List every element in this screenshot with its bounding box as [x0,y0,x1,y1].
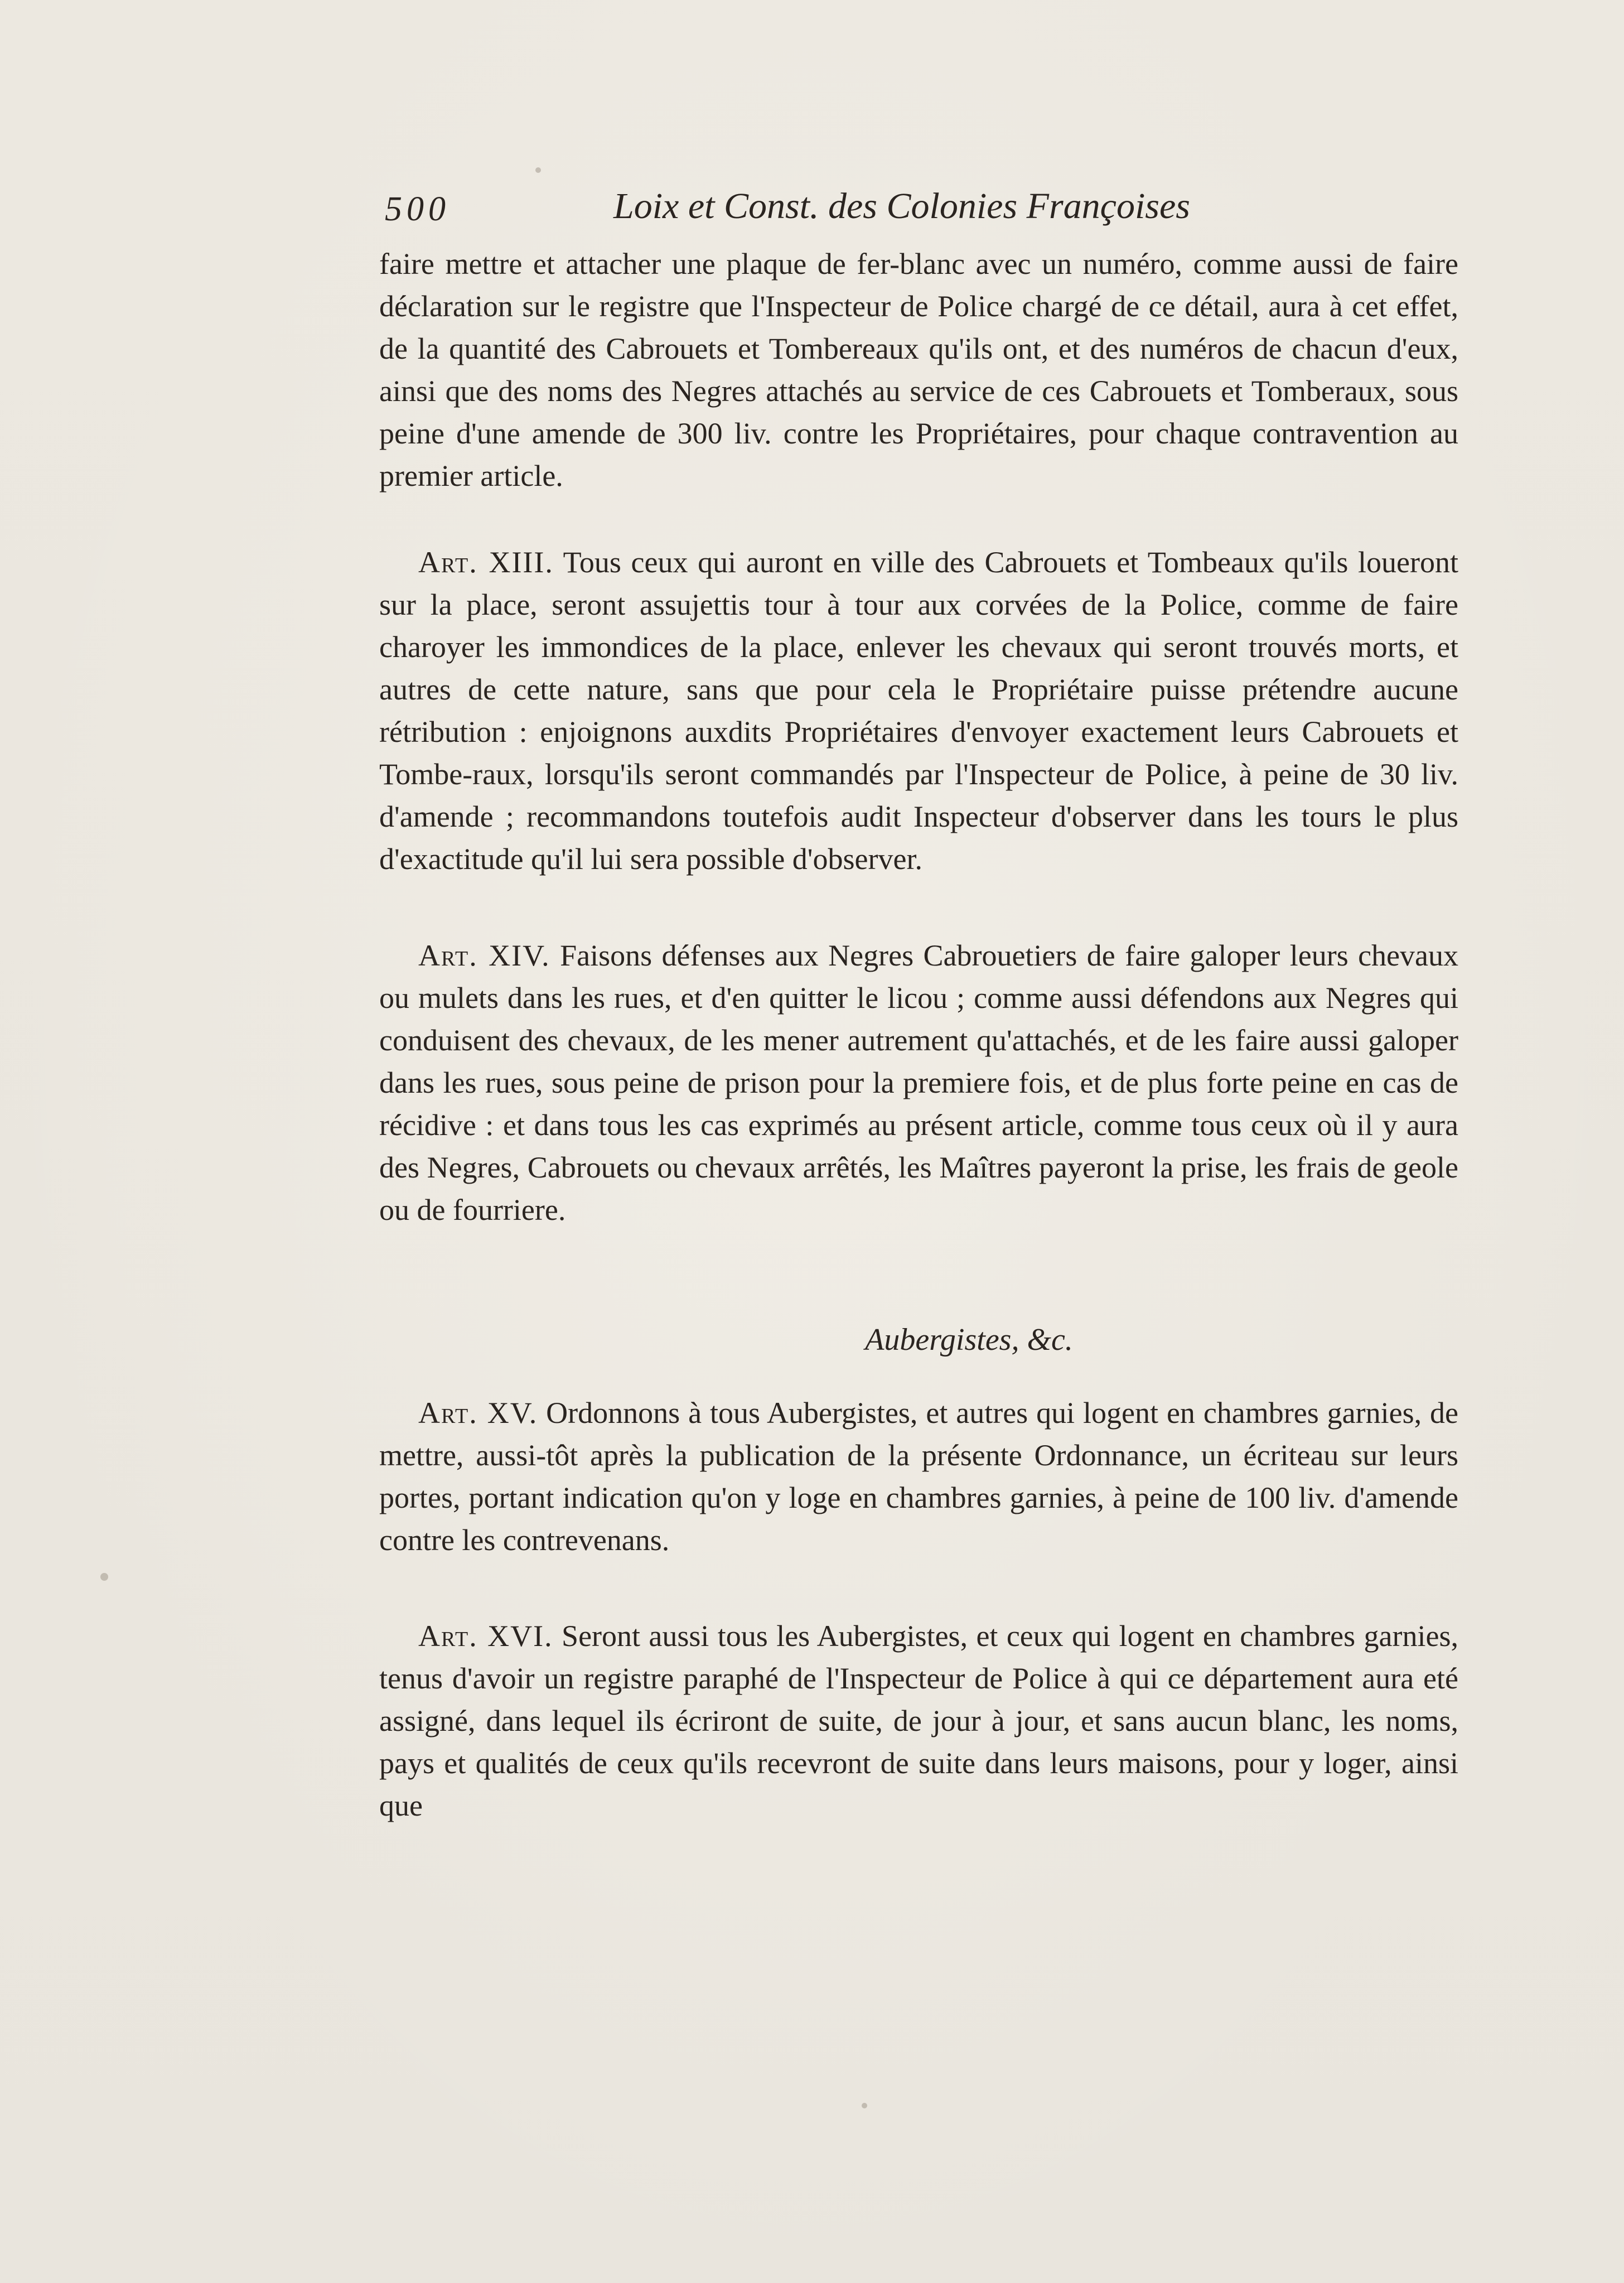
running-head [385,178,1244,240]
page-number: 500 [385,190,450,228]
article-paragraph [379,1615,1458,1827]
article-label: Art. XV. [418,1396,538,1430]
paragraph-text: faire mettre et attacher une plaque de fer-blanc avec un numéro, comme aussi de faire déclaration sur le registre que l'Inspecteur de Police chargé de ce détail, aura à cet effet, de la quantité des Cabrouets et Tombereaux qu'ils ont, et des numéros de chacun d'eux, ainsi que des noms des Negres attachés au service de ces Cabrouets et Tomberaux, sous peine d'une amende de 300 liv. contre les Propriétaires, pour chaque contravention au premier article. [379,247,1458,493]
article-text: Tous ceux qui auront en ville des Cabrouets et Tombeaux qu'ils loueront sur la place, seront assujettis tour à tour aux corvées de la Police, comme de faire charoyer les immondices de la place, enlever les chevaux qui seront trouvés morts, et autres de cette nature, sans que pour cela le Propriétaire puisse prétendre aucune rétribution : enjoignons auxdits Propriétaires d'envoyer exactement leurs Cabrouets et Tombe-raux, lorsqu'ils seront commandés par l'Inspecteur de Police, à peine de 30 liv. d'amende ; recommandons toutefois audit Inspecteur d'observer dans les tours le plus d'exactitude qu'il lui sera possible d'observer. [379,546,1459,876]
article-label: Art. XIII. [418,546,554,579]
article-paragraph [379,1392,1458,1561]
paper-speck [535,167,541,173]
paragraph-continuation [379,243,1458,497]
article-label: Art. XVI. [418,1619,553,1653]
article-paragraph [379,934,1458,1231]
paper-speck [862,2103,867,2108]
article-xiv [379,934,1458,1231]
paper-speck [100,1573,108,1581]
article-label: Art. XIV. [418,939,550,972]
section-heading: Aubergistes, &c. [865,1323,1073,1357]
article-text: Faisons défenses aux Negres Cabrouetiers de faire galoper leurs chevaux ou mulets dans les rues, et d'en quitter le licou ; comme aussi défendons aux Negres qui conduisent des chevaux, de les mener autrement qu'attachés, et de les faire aussi galoper dans les rues, sous peine de prison pour la premiere fois, et de plus forte peine en cas de récidive : et dans tous les cas exprimés au présent article, comme tous ceux où il y aura des Negres, Cabrouets ou chevaux arrêtés, les Maîtres payeront la prise, les frais de geole ou de fourriere. [379,939,1458,1227]
article-xiii [379,541,1458,880]
page-header-title: Loix et Const. des Colonies Françoises [613,186,1190,226]
article-xv [379,1392,1458,1561]
article-xvi [379,1615,1458,1827]
article-text: Seront aussi tous les Aubergistes, et ceux qui logent en chambres garnies, tenus d'avoir un registre paraphé de l'Inspecteur de Police à qui ce département aura eté assigné, dans lequel ils écriront de suite, de jour à jour, et sans aucun blanc, les noms, pays et qualités de ceux qu'ils recevront de suite dans leurs maisons, pour y loger, ainsi que [379,1619,1458,1822]
article-text: Ordonnons à tous Aubergistes, et autres qui logent en chambres garnies, de mettre, aussi-tôt après la publication de la présente Ordonnance, un écriteau sur leurs portes, portant indication qu'on y loge en chambres garnies, à peine de 100 liv. d'amende contre les contrevenans. [379,1396,1458,1557]
article-paragraph [379,541,1458,880]
